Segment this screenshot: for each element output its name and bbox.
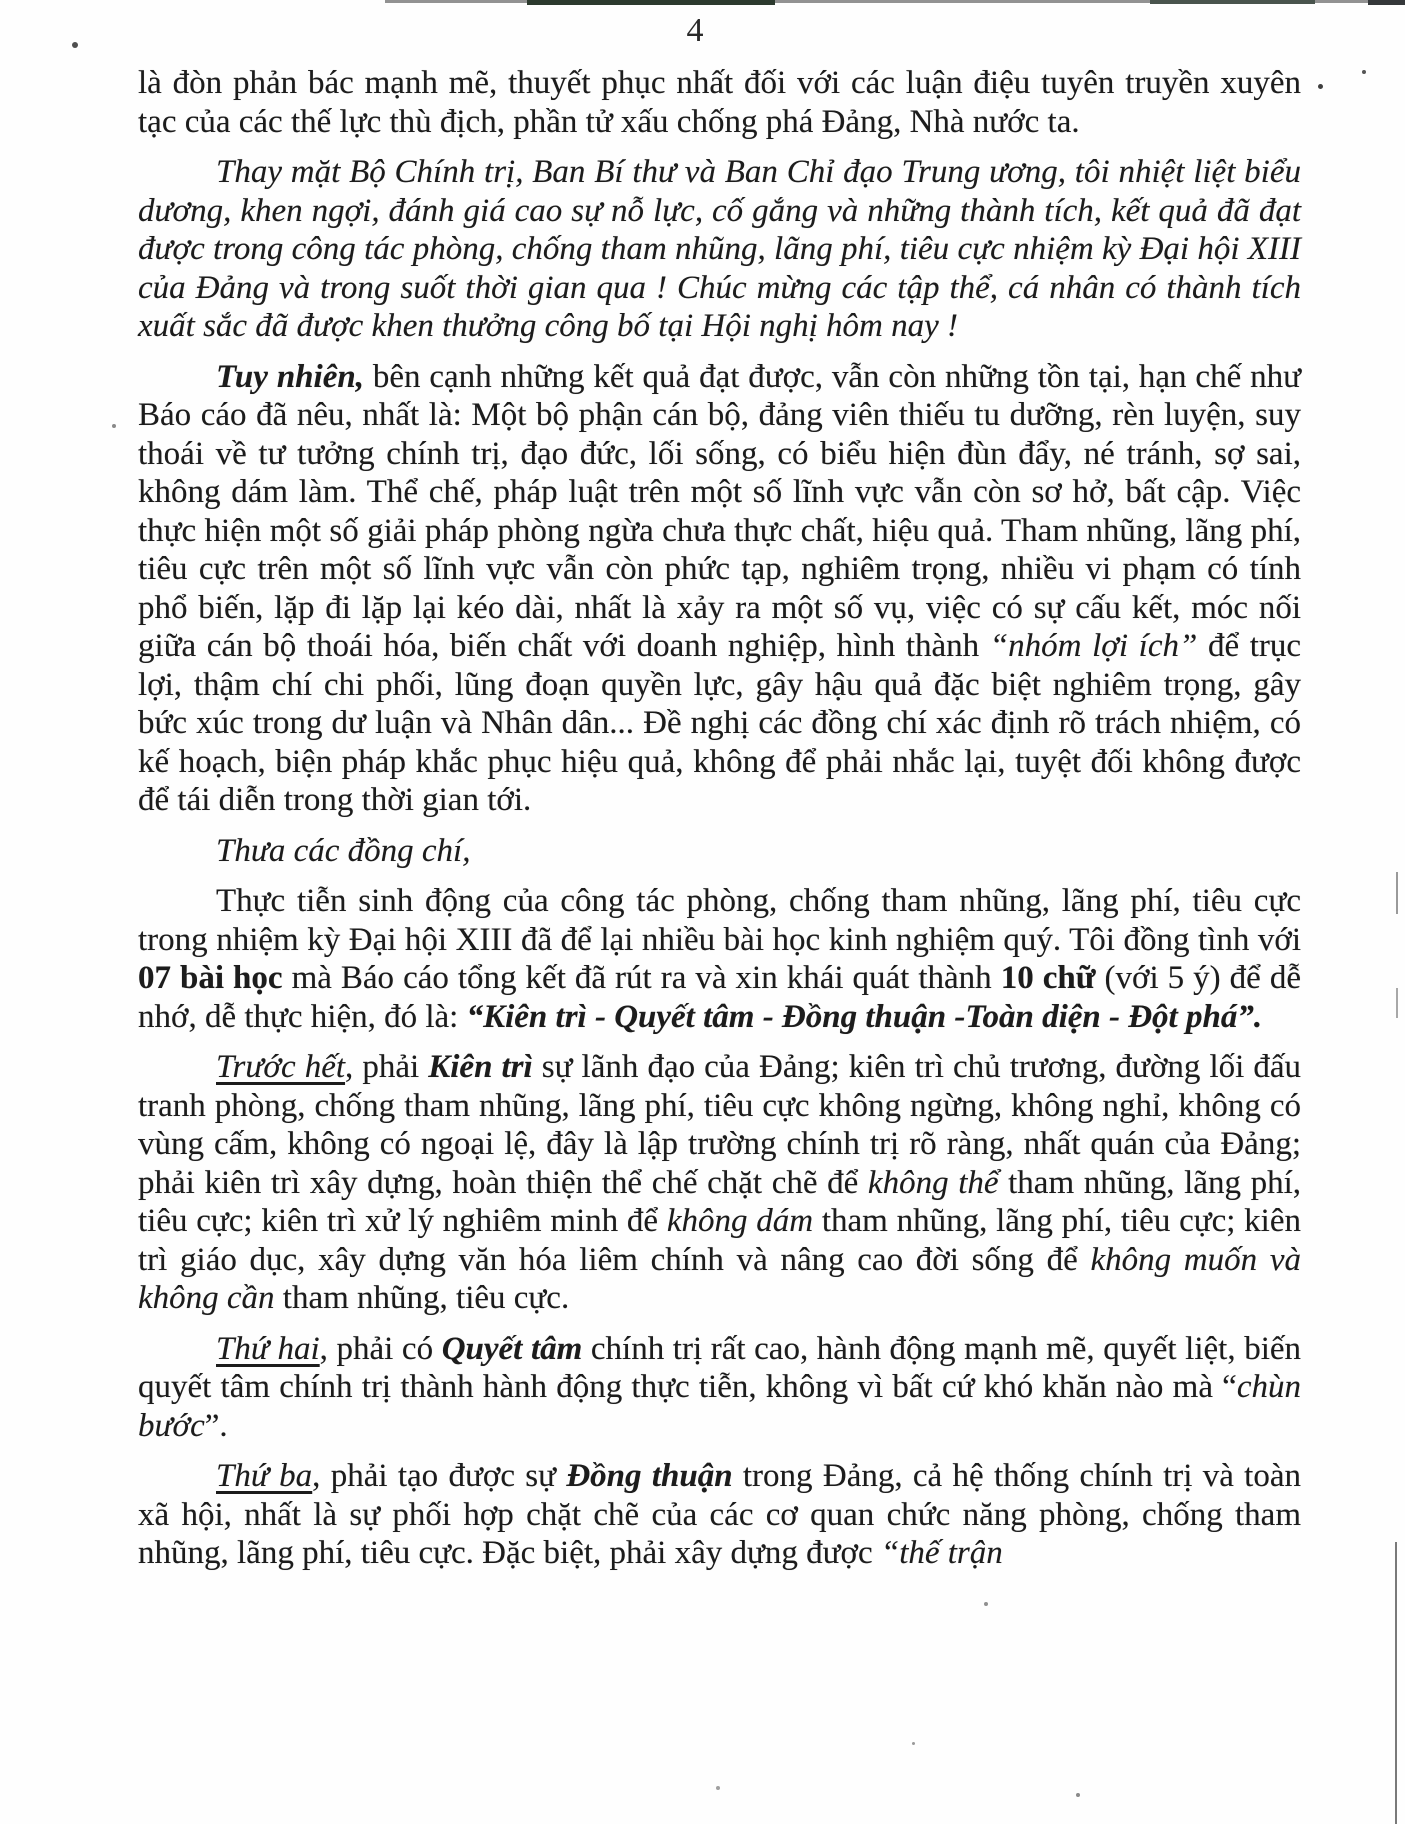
text-run-heading: Thứ hai bbox=[216, 1330, 320, 1367]
text-run: ”. bbox=[204, 1407, 228, 1444]
paragraph-second-point bbox=[138, 1330, 1301, 1446]
text-run-emphasis: 10 chữ bbox=[1000, 960, 1096, 996]
scan-artifact bbox=[1076, 1793, 1080, 1797]
text-run: , phải tạo được sự bbox=[312, 1458, 567, 1494]
paragraph-continuation bbox=[138, 64, 1301, 141]
text-run-heading: Trước hết bbox=[216, 1049, 346, 1085]
page-number: 4 bbox=[686, 12, 704, 49]
document-body bbox=[138, 64, 1301, 1573]
text-run: Thực tiễn sinh động của công tác phòng, chống tham nhũng, lãng phí, tiêu cực trong nhiệm kỳ Đại hội XIII đã để lại nhiều bài học kinh nghiệm quý. Tôi đồng tình với bbox=[138, 883, 1301, 958]
text-run-keyword: Đồng thuận bbox=[566, 1458, 733, 1494]
text-run-motto: “Kiên trì - Quyết tâm - Đồng thuận -Toàn diện - Đột phá”. bbox=[466, 998, 1263, 1035]
scan-artifact bbox=[1368, 0, 1405, 5]
text-run-quote: “thế trận bbox=[880, 1535, 1003, 1571]
text-run-emphasis: không muốn và không cần bbox=[138, 1241, 1301, 1316]
scan-artifact bbox=[984, 1602, 988, 1606]
paragraph-commendation bbox=[138, 153, 1301, 346]
scan-artifact bbox=[1395, 1542, 1397, 1824]
text-run: tham nhũng, tiêu cực. bbox=[274, 1280, 570, 1316]
text-run: bên cạnh những kết quả đạt được, vẫn còn những tồn tại, hạn chế như Báo cáo đã nêu, nhất là: Một bộ phận cán bộ, đảng viên thiếu tu dưỡng, rèn luyện, suy thoái về tư tưởng chính trị, đạo đức, lối sống, có biểu hiện đùn đẩy, né tránh, sợ sai, không dám làm. Thể chế, pháp luật trên một số lĩnh vực vẫn còn sơ hở, bất cập. Việc thực hiện một số giải pháp phòng ngừa chưa thực chất, hiệu quả. Tham nhũng, lãng phí, tiêu cực trên một số lĩnh vực vẫn còn phức tạp, nghiêm trọng, nhiều vi phạm có tính phổ biến, lặp đi lặp lại kéo dài, nhất là xảy ra một số vụ, việc có sự cấu kết, móc nối giữa cán bộ thoái hóa, biến chất với doanh nghiệp, hình thành bbox=[138, 358, 1302, 664]
paragraph-limitations bbox=[138, 358, 1301, 820]
scan-artifact bbox=[1318, 84, 1323, 89]
paragraph-first-point bbox=[138, 1048, 1301, 1318]
text-run: mà Báo cáo tổng kết đã rút ra và xin khái quát thành bbox=[282, 960, 1001, 996]
text-run: , phải có bbox=[319, 1330, 442, 1367]
text-run: sự lãnh đạo của Đảng; kiên trì chủ trương, đường lối đấu tranh phòng, chống tham nhũng, lãng phí, tiêu cực không ngừng, không nghỉ, không có vùng cấm, không có ngoại lệ, đây là lập trường chính trị rõ ràng, nhất quán của Đảng; phải kiên trì xây dựng, hoàn thiện thể chế chặt chẽ để bbox=[138, 1049, 1302, 1201]
text-run-quote: chùn bước bbox=[138, 1369, 1301, 1444]
text-run-keyword: Kiên trì bbox=[428, 1049, 533, 1085]
text-run: để trục lợi, thậm chí chi phối, lũng đoạn quyền lực, gây hậu quả đặc biệt nghiêm trọng, gây bức xúc trong dư luận và Nhân dân... Đề nghị các đồng chí xác định rõ trách nhiệm, có kế hoạch, biện pháp khắc phục hiệu quả, không để phải nhắc lại, tuyệt đối không được để tái diễn trong thời gian tới. bbox=[138, 628, 1301, 818]
text-run: trong Đảng, cả hệ thống chính trị và toàn xã hội, nhất là sự phối hợp chặt chẽ của các cơ quan chức năng phòng, chống tham nhũng, lãng phí, tiêu cực. Đặc biệt, phải xây dựng được bbox=[138, 1458, 1301, 1571]
text-run: là đòn phản bác mạnh mẽ, thuyết phục nhất đối với các luận điệu tuyên truyền xuyên tạc của các thế lực thù địch, phần tử xấu chống phá Đảng, Nhà nước ta. bbox=[138, 65, 1301, 140]
paragraph-lessons bbox=[138, 882, 1301, 1036]
scan-artifact bbox=[385, 0, 1405, 3]
text-run: chính trị rất cao, hành động mạnh mẽ, quyết liệt, biến quyết tâm chính trị thành hành động thực tiễn, không vì bất cứ khó khăn nào mà “ bbox=[138, 1330, 1302, 1405]
paragraph-salutation bbox=[138, 832, 1301, 871]
scan-artifact bbox=[1396, 988, 1398, 1018]
text-run-heading: Thứ ba bbox=[216, 1458, 313, 1494]
text-run-emphasis: 07 bài học bbox=[138, 960, 283, 996]
scan-artifact bbox=[716, 1786, 720, 1790]
text-run: Thay mặt Bộ Chính trị, Ban Bí thư và Ban Chỉ đạo Trung ương, tôi nhiệt liệt biểu dương, khen ngợi, đánh giá cao sự nỗ lực, cố gắng và những thành tích, kết quả đã đạt được trong công tác phòng, chống tham nhũng, lãng phí, tiêu cực nhiệm kỳ Đại hội XIII của Đảng và trong suốt thời gian qua ! Chúc mừng các tập thể, cá nhân có thành tích xuất sắc đã được khen thưởng công bố tại Hội nghị hôm nay ! bbox=[138, 154, 1301, 344]
text-run-keyword: Quyết tâm bbox=[441, 1330, 583, 1367]
text-run: tham nhũng, lãng phí, tiêu cực; kiên trì xử lý nghiêm minh để bbox=[138, 1164, 1301, 1239]
text-run: tham nhũng, lãng phí, tiêu cực; kiên trì giáo dục, xây dựng văn hóa liêm chính và nâng cao đời sống để bbox=[138, 1203, 1302, 1278]
scan-artifact bbox=[912, 1742, 915, 1745]
scan-artifact bbox=[527, 0, 775, 5]
scan-artifact bbox=[1362, 70, 1366, 74]
text-run-emphasis: không thể bbox=[867, 1164, 999, 1201]
paragraph-third-point bbox=[138, 1457, 1301, 1573]
text-run: , phải bbox=[345, 1049, 429, 1085]
scan-artifact bbox=[1150, 0, 1315, 4]
scan-artifact bbox=[112, 424, 116, 428]
text-run-lead: Tuy nhiên, bbox=[216, 358, 364, 395]
scan-artifact bbox=[1396, 872, 1398, 914]
text-run-quote: “nhóm lợi ích” bbox=[989, 628, 1198, 664]
text-run: (với 5 ý) để dễ nhớ, dễ thực hiện, đó là: bbox=[138, 960, 1301, 1035]
text-run: Thưa các đồng chí, bbox=[216, 832, 471, 869]
text-run-emphasis: không dám bbox=[666, 1203, 814, 1239]
